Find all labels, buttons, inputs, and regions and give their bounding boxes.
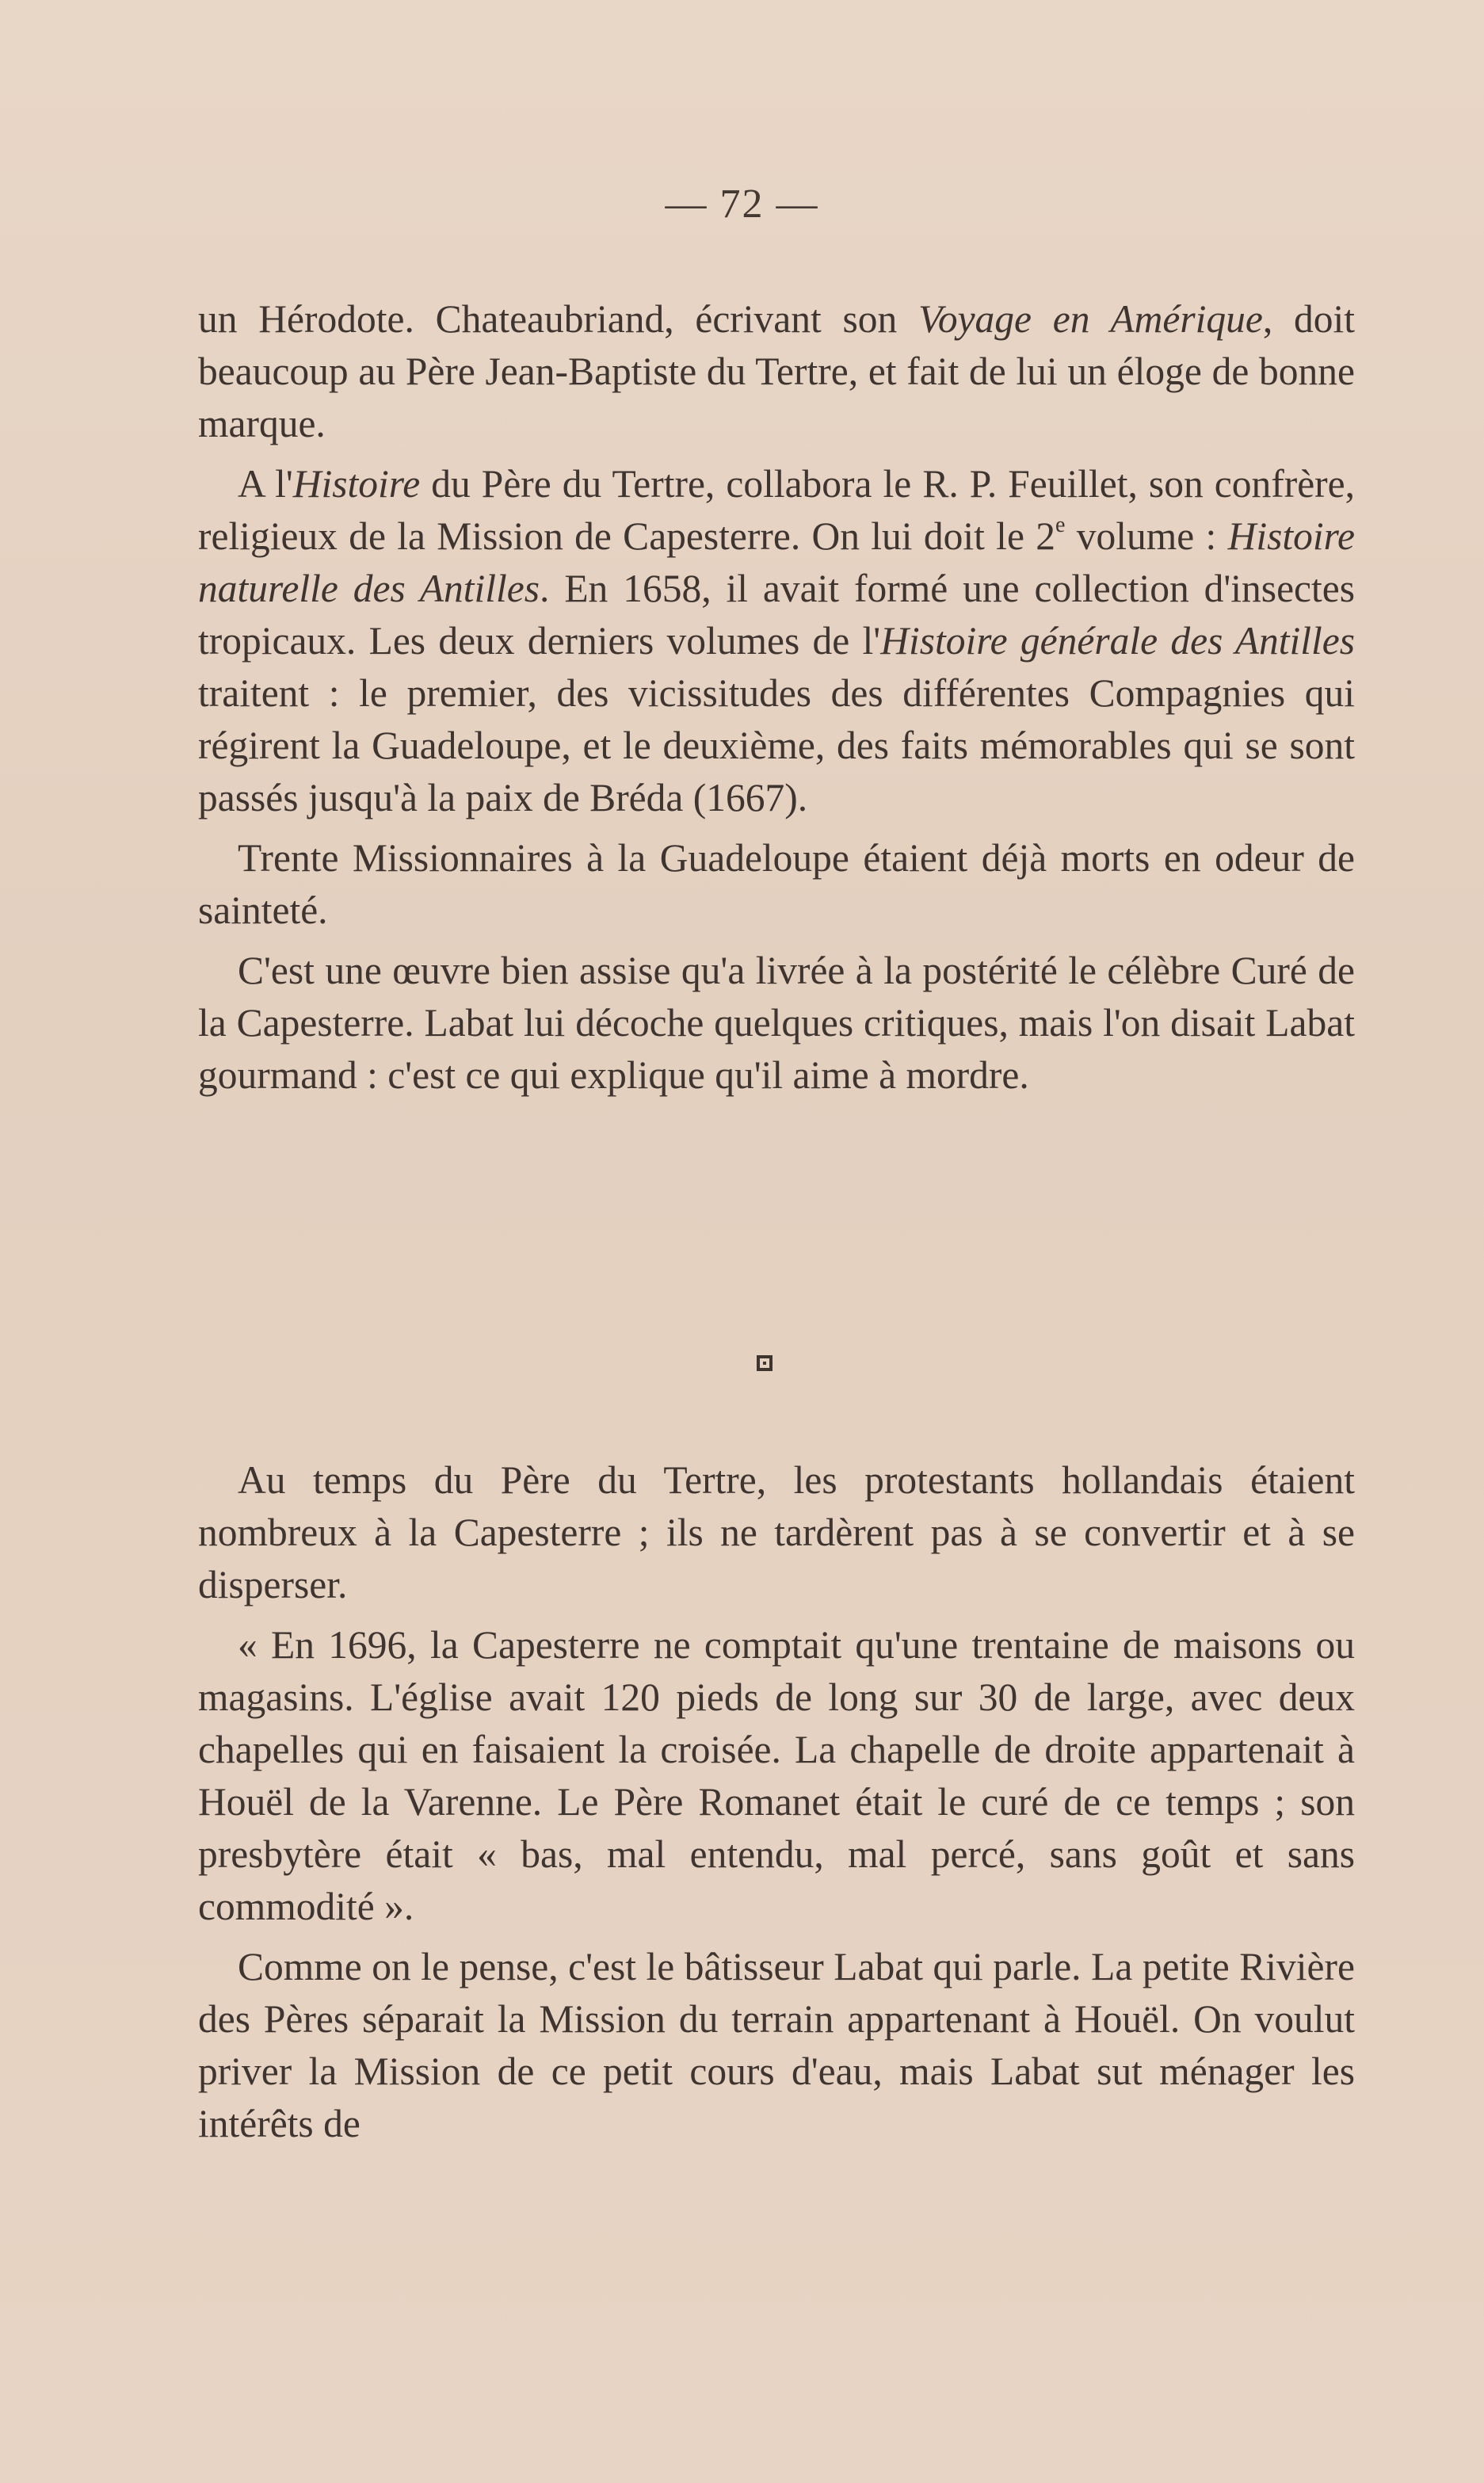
text-run: volume : — [1065, 514, 1228, 558]
superscript: e — [1055, 513, 1066, 537]
text-run: . En 1658, il avait formé une collection d'insectes tropicaux. Les deux derniers volumes de l' — [198, 567, 1355, 663]
text-section-1 — [198, 293, 1355, 1102]
text-section-2 — [198, 1454, 1355, 2150]
text-run: traitent : le premier, des vicissitudes des différentes Compagnies qui régirent la Guadeloupe, et le deuxième, des faits mémorables qui se sont passés jusqu'à la paix de Bréda (1667). — [198, 671, 1355, 819]
page-number: — 72 — — [665, 181, 819, 227]
book-title: Histoire générale des Antilles — [880, 619, 1355, 663]
paragraph: Au temps du Père du Tertre, les protestants hollandais étaient nombreux à la Capesterre ; ils ne tardèrent pas à se convertir et à se disperser. — [198, 1458, 1355, 1606]
text-run: un Hérodote. Chateaubriand, écrivant son — [198, 297, 919, 341]
paragraph — [198, 293, 1355, 450]
paragraph: Trente Missionnaires à la Guadeloupe étaient déjà morts en odeur de sainteté. — [198, 836, 1355, 932]
paragraph — [198, 458, 1355, 824]
paragraph: « En 1696, la Capesterre ne comptait qu'une trentaine de maisons ou magasins. L'église avait 120 pieds de long sur 30 de large, avec deux chapelles qui en faisaient la croisée. La chapelle de droite appartenait à Houël de la Varenne. Le Père Romanet était le curé de ce temps ; son presbytère était « bas, mal entendu, mal percé, sans goût et sans commodité ». — [198, 1623, 1355, 1928]
section-separator-ornament — [757, 1355, 773, 1371]
text-run: du Père du Tertre, collabora le R. P. Feuillet, son confrère, religieux de la Mission de Capesterre. On lui doit le 2 — [198, 462, 1355, 558]
book-title: Histoire naturelle des Antilles — [198, 514, 1355, 610]
paragraph: C'est une œuvre bien assise qu'a livrée à la postérité le célèbre Curé de la Capesterre. Labat lui décoche quelques critiques, mais l'on disait Labat gourmand : c'est ce qui explique qu'il aime à mordre. — [198, 949, 1355, 1097]
book-title: Histoire — [292, 462, 421, 506]
book-title: Voyage en Amérique — [918, 297, 1263, 341]
paragraph: Comme on le pense, c'est le bâtisseur Labat qui parle. La petite Rivière des Pères séparait la Mission du terrain appartenant à Houël. On voulut priver la Mission de ce petit cours d'eau, mais Labat sut ménager les intérêts de — [198, 1945, 1355, 2145]
text-run: , doit beaucoup au Père Jean-Baptiste du Tertre, et fait de lui un éloge de bonne marque. — [198, 297, 1355, 445]
text-run: A l' — [238, 462, 293, 506]
